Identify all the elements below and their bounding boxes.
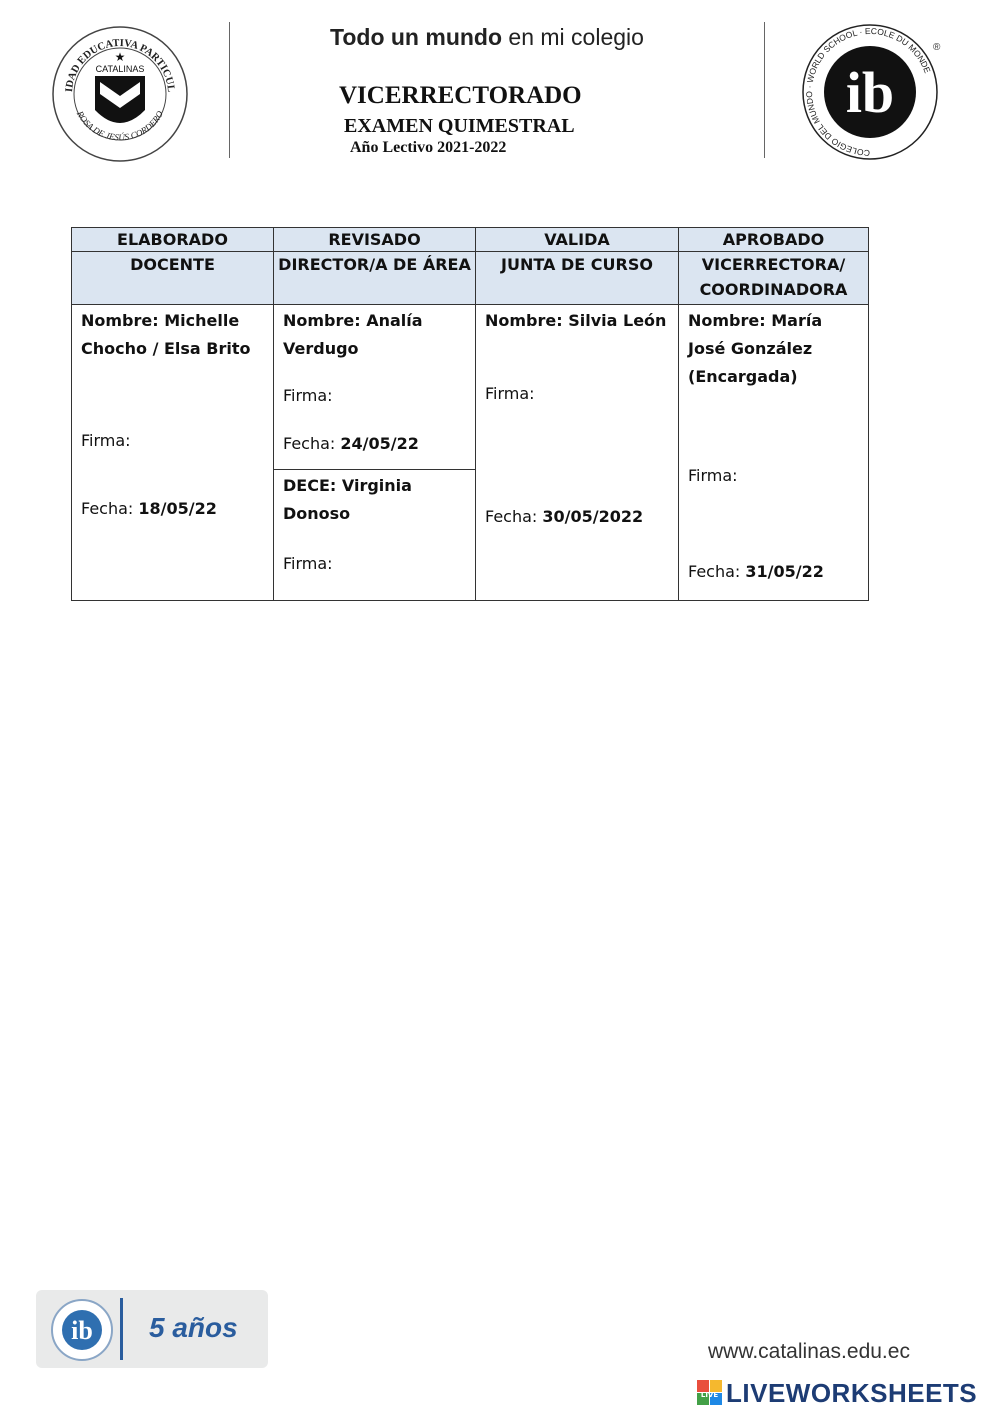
- exam-subtitle: EXAMEN QUIMESTRAL: [344, 115, 575, 137]
- ib-letters: ib: [845, 60, 895, 125]
- seal-bottom-text: ROSA DE JESÚS CORDERO: [74, 109, 166, 143]
- ib-world-school-logo: [800, 22, 945, 162]
- badge-text: 5 años: [149, 1312, 238, 1343]
- junta-fecha: [485, 503, 669, 531]
- ib-ring-text: COLEGIO DEL MUNDO · WORLD SCHOOL · ECOLE DU MONDE: [803, 25, 933, 159]
- header-aprobado: APROBADO: [679, 228, 869, 252]
- table-role-row: [72, 252, 869, 305]
- vicerrectora-fecha: [688, 558, 859, 586]
- director-firma: Firma:: [283, 386, 333, 405]
- role-director: DIRECTOR/A DE ÁREA: [274, 252, 476, 305]
- fecha-label: Fecha:: [81, 499, 134, 518]
- cell-director: [274, 305, 476, 470]
- registered-mark: ®: [933, 42, 941, 53]
- role-junta: JUNTA DE CURSO: [476, 252, 679, 305]
- header-divider-right: [764, 22, 765, 158]
- fecha-label: Fecha:: [688, 562, 741, 581]
- junta-firma: Firma:: [485, 384, 535, 403]
- fecha-value: 30/05/2022: [542, 507, 644, 526]
- director-name: Nombre: Analía Verdugo: [283, 311, 423, 358]
- slogan-rest: en mi colegio: [508, 24, 644, 50]
- fecha-value: 18/05/22: [138, 499, 217, 518]
- header-divider-left: [229, 22, 230, 158]
- fecha-label: Fecha:: [485, 507, 538, 526]
- liveworksheets-icon: [697, 1380, 723, 1411]
- cell-vicerrectora: [679, 305, 869, 601]
- icon-letters: LIVE: [700, 1391, 719, 1399]
- dece-firma: Firma:: [283, 554, 333, 573]
- slogan: [330, 24, 644, 51]
- table-header-row: [72, 228, 869, 252]
- role-vicerrectora: VICERRECTORA/ COORDINADORA: [679, 252, 869, 305]
- header-revisado: REVISADO: [274, 228, 476, 252]
- school-seal-logo: [50, 24, 190, 164]
- ib-small-icon: [50, 1298, 114, 1362]
- dece-name: DECE: Virginia Donoso: [283, 476, 412, 523]
- vicerrectora-firma: Firma:: [688, 466, 738, 485]
- table-row: [72, 305, 869, 470]
- junta-name: Nombre: Silvia León: [485, 311, 667, 330]
- fecha-value: 31/05/22: [745, 562, 824, 581]
- school-year: Año Lectivo 2021-2022: [350, 139, 507, 156]
- liveworksheets-brand[interactable]: LIVEWORKSHEETS: [726, 1378, 978, 1408]
- badge-divider: [120, 1298, 123, 1360]
- slogan-bold: Todo un mundo: [330, 24, 503, 50]
- docente-firma: Firma:: [81, 431, 131, 450]
- director-fecha: [283, 430, 466, 458]
- cell-dece: [274, 470, 476, 601]
- ib-five-years-badge: [36, 1290, 268, 1368]
- page-title: VICERRECTORADO: [339, 82, 582, 109]
- role-docente: DOCENTE: [72, 252, 274, 305]
- header-elaborado: ELABORADO: [72, 228, 274, 252]
- fecha-label: Fecha:: [283, 434, 336, 453]
- vicerrectora-name: Nombre: María José González (Encargada): [688, 311, 823, 386]
- ib-small-letters: ib: [71, 1316, 93, 1345]
- svg-text:★: ★: [114, 50, 126, 64]
- docente-name: Nombre: Michelle Chocho / Elsa Brito: [81, 311, 251, 358]
- seal-center-text: CATALINAS: [95, 64, 145, 74]
- approval-table: [71, 227, 869, 601]
- website-url[interactable]: www.catalinas.edu.ec: [708, 1340, 910, 1363]
- header-valida: VALIDA: [476, 228, 679, 252]
- fecha-value: 24/05/22: [340, 434, 419, 453]
- seal-top-text: IDAD EDUCATIVA PARTICUL: [64, 37, 177, 93]
- docente-fecha: [81, 495, 264, 523]
- cell-junta: [476, 305, 679, 601]
- cell-docente: [72, 305, 274, 601]
